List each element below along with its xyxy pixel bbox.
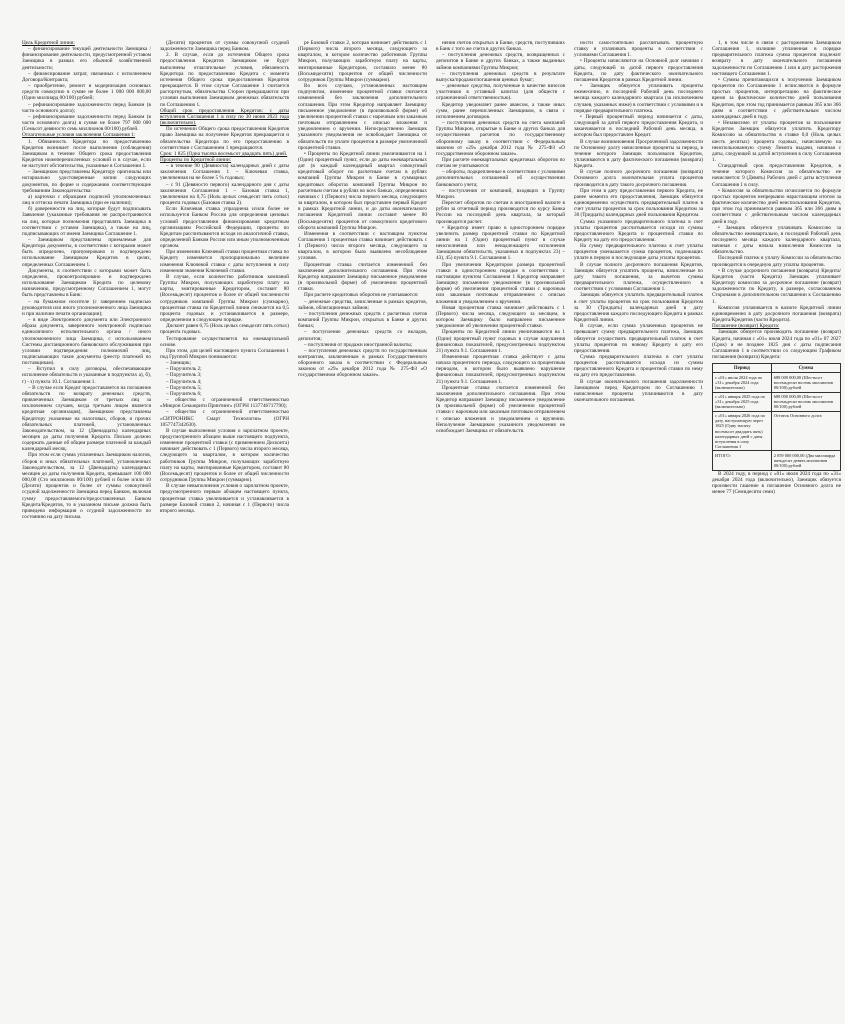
paragraph: – общество с ограниченной ответственностью «Микрон Секьюрити Принтинг» (ОГРН 1137746717790); xyxy=(160,397,289,410)
paragraph: Процентная ставка считается измененной без заключения дополнительного соглашения. При этом Кредитор направляет Заемщику письменное уведомление (в произвольной форме) об увеличении процентной ставки. xyxy=(298,261,427,293)
paragraph: – поступления от продажи иностранной валюты; xyxy=(304,341,413,348)
paragraph: Заемщик обязуется производить погашение (возврат) Кредита, начиная с «01» июля 2024 года по «01» 07 2027 (Срок) и не позднее 1825 дня с даты подписания Соглашения 1 в соответствии со следующим Графиком погашения (возврата) Кредита: xyxy=(712,329,841,360)
paragraph: – Поручитель 3; xyxy=(166,372,202,379)
paragraph: – приобретение, ремонт и модернизация основных средств совокупно в сумме не более 1 000 000 000,00 (Один миллиард 00/100) рублей; xyxy=(22,83,151,102)
paragraph: – Заемщик; xyxy=(166,360,192,367)
paragraph: При увеличении Кредитором размера процентной ставки в одностороннем порядке в соответствии с настоящим пунктом Соглашения 1 Кредитор направляет Заемщику письменное уведомление (в произвольной форме) об увеличении процентной ставки с нарочным или заказным почтовым отправлением с описью вложения и уведомлением о вручении. xyxy=(436,261,565,305)
paragraph: а) карточки с образцами подписей уполномоченных лиц и оттиска печати Заемщика (при ее наличии); xyxy=(22,193,151,207)
period-cell: ИТОГО: xyxy=(713,451,772,470)
paragraph: Погашение (возврат) Кредита: xyxy=(712,323,780,330)
paragraph: – Поручитель 4; xyxy=(166,378,202,385)
paragraph: В случае возникновения Просроченной задолженности по Основному долгу начисленные проценты за период, в течение которого Заемщик пользовался Кредитом, уплачиваются в дату фактического погашения (возврата) Кредита. xyxy=(574,138,703,170)
paragraph: • Заемщик обязуется уплачивать Комиссию за обязательство ежеквартально, в последний Рабочий день последнего месяца каждого календарного квартала, начиная с даты начала начисления Комиссии за обязательство. xyxy=(712,224,841,256)
paragraph: Пересчет оборотов по счетам в иностранной валюте в рубли за отчетный период производится по курсу Банка России на последний день квартала, за который производится расчет. xyxy=(436,200,565,225)
paragraph: – с 91 (Девяносто первого) календарного дня с даты заключения Соглашения 1 – Базовая ставка 1, увеличенная на 0,75 (Ноль целых семьдесят пять сотых) процента годовых (Базовая ставка 2). xyxy=(160,181,289,207)
paragraph: 1, в том числе в связи с расторжением Заемщиком Соглашения 1, излишне уплаченная в порядке предварительного платежа сумма процентов подлежит возврату в дату окончательного погашения задолженности по Соглашению 1 или в дату расторжения настоящего Соглашения 1. xyxy=(712,40,841,77)
paragraph: – поступления от компаний, входящих в Группу Микрон. xyxy=(436,187,565,200)
paragraph: На сумму предварительного платежа в счет уплаты процентов уменьшается сумма процентов, подлежащих уплате в первую и последующие даты уплаты процентов. xyxy=(574,243,703,262)
repayment-schedule-table xyxy=(712,363,841,471)
text-column-2 xyxy=(160,40,289,1016)
paragraph: – поступления денежных средств на счета компаний Группы Микрон, открытые в Банке и других банках для осуществления расчетов по государственному оборонному заказу в соответствии с Федеральным законом от «29» декабря 2012 года № 275-ФЗ «О государственном оборонном заказе». xyxy=(436,120,565,157)
paragraph: – финансирование затрат, связанных с исполнением Договора/Контракта; xyxy=(22,70,151,83)
amount-cell: 688 000 000,00 (Шестьсот восемьдесят восемь миллионов 00/100) рублей xyxy=(771,392,840,411)
paragraph: Изменения в соответствии с настоящим пунктом Соглашения 1 процентная ставка начинает действовать с 1 (Первого) числа второго месяца, следующего за кварталом, в котором было выявлено несоблюдение условия. xyxy=(298,230,427,262)
paragraph: – поступление денежных средств со вкладов, депозитов; xyxy=(298,329,427,342)
paragraph: – в течение 90 (Девяноста) календарных дней с даты заключения Соглашения 1 – Ключевая ставка, увеличенная на не более 5 % годовых; xyxy=(160,163,289,182)
paragraph: – поступления денежных средств с расчетных счетов компаний Группы Микрон, открытых в Банке и других банках; xyxy=(298,310,427,330)
header-amount: Сумма xyxy=(771,364,840,373)
paragraph: • Заемщик обязуется уплачивать проценты ежемесячно, в последний Рабочий день последнего месяца каждого календарного квартала (за исключением случаев, указанных ниже) в соответствии с условиями и в порядке предварительного платежа. xyxy=(574,83,703,114)
paragraph: – В случае если Кредит предоставляется на погашение обязательств по возврату денежных средств, привлеченных Заемщиком от третьих лиц за исключением случаев, когда третьим лицом является кредитная организация), Заемщиком представлены Кредитору указанные на налоговых, сборов, и прочих обязательных платежей, установленных Законодательством, за 12 (Двенадцать) календарных месяцев до даты получения Кредита. Письмо должно содержать данные об общем размере платежей за каждый календарный месяц. xyxy=(22,384,151,453)
paragraph: – денежные средства, зачисленные в рамках кредитов, займов, облигационных займов; xyxy=(298,298,427,311)
paragraph: Тестирование осуществляется на ежеквартальной основе. xyxy=(160,335,289,348)
paragraph: В 2024 году, в период с «01» июля 2024 года по «31» декабря 2024 года (включительно), Заемщик обязуется произвести гашение в погашение Основного долга не менее 77 (Семидесяти семи) xyxy=(712,470,841,496)
paragraph: При расчете кредитовых оборотов не учитываются: xyxy=(304,292,419,299)
paragraph: • Проценты начисляются на Основной долг начиная с даты, следующей за датой первого предоставления Кредита, по дату фактического окончательного погашения Кредитов в рамках Кредитной линии. xyxy=(574,58,703,83)
paragraph: – на бумажном носителе (с заверением надписью руководителя или иного уполномоченного лица Заемщика и при наличии печати организации); xyxy=(22,298,151,317)
paragraph: – рефинансирование задолженности перед Банком (в части основного долга); xyxy=(22,101,151,114)
paragraph: • Независимо от уплаты процентов за пользование Кредитом Заемщик обязуется уплатить Кредитору Комиссию за обязательство в ставке 0,0 (Ноль целых шесть десятых) процента годовых, начисляемую на неиспользованную сумму Лимита выдачи, начиная с даты, следующей за датой вступления в силу Соглашения 1. xyxy=(712,120,841,163)
paragraph: Заемщик обязуется уплатить предварительный платеж в счет уплаты процентов на срок пользования Кредитом за 30 (Тридцать) календарных дней в дату предоставления каждого последующего Кредита в рамках Кредитной линии. xyxy=(574,292,703,324)
paragraph: – обороты, подкрепленные в соответствии с условиями дополнительных соглашений об осуществлении банковского учета; xyxy=(436,169,565,188)
paragraph: В случае полного досрочного погашения (возврата) Основного долга окончательная уплата процентов производится в дату такого досрочного погашения. xyxy=(574,169,703,188)
paragraph: 1. Обязанность Кредитора по предоставлению Кредитов возникает после выполнения (соблюдения) Заемщиком в течение Общего срока предоставления Кредитов нижеперечисленных условий и в случае, если не наступит обстоятельства, указанные в Соглашении 1. xyxy=(22,138,151,170)
paragraph: При этом, для целей настоящего пункта Соглашения 1 под Группой Микрон понимаются: xyxy=(160,347,289,360)
paragraph: – Поручитель 5; xyxy=(166,384,202,391)
paragraph: Кредитор уведомляет ранее авансом, а также иных сумм, ранее перечисленных Заемщиком, в связи с исполнением договоров. xyxy=(436,101,565,120)
table-row xyxy=(713,451,841,470)
table-header-row xyxy=(713,364,841,373)
paragraph: Процентная ставка считается измененной без заключения дополнительного соглашения. При этом Кредитор направляет Заемщику письменное уведомление (в произвольной форме) об увеличении процентной ставки с нарочным или заказным почтовым отправлением с описью вложения и уведомлением о вручении. Неполучение Заемщиком указанного уведомления не освобождает Заемщика от обязательств. xyxy=(436,384,565,434)
paragraph: • Первый процентный период начинается с даты, следующей за датой первого предоставления Кредита, и заканчивается в последний Рабочий день месяца, в котором был предоставлен Кредит. xyxy=(574,113,703,139)
paragraph: При этом в дату предоставления первого Кредита, не ранее момента его предоставления, Заемщик обязуется единовременно осуществить предварительный платеж в счет уплаты процентов за срок пользования Кредитом за 30 (Тридцать) календарных дней пользования Кредитом. xyxy=(574,187,703,219)
paragraph: – в виде Электронного документа или Электронного образа документа, заверенного электронной подписью единоличного исполнительного органа / иного уполномоченного лица Заемщика, с использованием Системы дистанционного банковского обслуживания при условии подтверждения полномочий лиц, подписывающих такие документы (реестр платежей по поставщикам). xyxy=(22,317,151,367)
paragraph: По истечении Общего срока предоставления Кредитов право Заемщика на получение Кредитов прекращается и обязательства Кредитора по его предоставлению в соответствии с Соглашением 1 прекращаются. xyxy=(160,126,289,151)
paragraph: – Заемщиком представлены Кредитору оригиналы или нотариально удостоверенные копии следующих документов, по форме и содержанию соответствующие требованиям Законодательства: xyxy=(22,169,151,194)
paragraph: • Суммы причитающихся к получению Заемщиком процентов по Соглашению 1 исчисляются в формуле простых процентов, интерпретацию на фактическое время за фактическое количество дней пользования Кредитом, при этом год принимается равным 365 или 366 дням в соответствии с действительным числом календарных дней в году. xyxy=(712,76,841,120)
paragraph: нения счетов открытых в Банке, средств, поступивших в Банк с того же счета в других банках. xyxy=(436,40,565,53)
paragraph: В случае, если количество работников компаний Группы Микрон, получающих заработную плату на карты, эмитированные Кредитором, составит 80 (Восемьдесят) процентов и более от общей численности сотрудников компаний Группы Микрон (суммарно), процентная ставка по Кредитной линии снижается на 0,5 процента годовых и устанавливается в размере, определенном в следующем порядке. xyxy=(160,273,289,324)
paragraph: – Вступил в силу договоры, обеспечивающие исполнение обязательств и указанные в подпунктах а), б), г) - з) пункта 10.1. Соглашения 1. xyxy=(22,366,151,385)
paragraph: ре Базовой ставки 2, которая начинает действовать с 1 (Первого) числа второго месяца, следующего за кварталом, в котором количество работников Группы Микрон, получающих заработную плату на карты, эмитированные Кредитором, составило менее 80 (Восьмидесяти) процентов от общей численности сотрудников Группы Микрон (суммарно). xyxy=(298,40,427,83)
paragraph: Сумма предварительного платежа в счет уплаты процентов рассчитывается исходя из суммы предоставленного Кредита и процентной ставки по нему на дату его предоставления. xyxy=(574,353,703,379)
table-row xyxy=(713,373,841,392)
amount-cell: 2 059 000 000,00 (Два миллиарда пятьдесят девять миллионов 00/100) рублей xyxy=(771,451,840,470)
paragraph: Если Ключевая ставка упразднена и/или более не используется Банком России для определения ценовых условий предоставления финансирования кредитным организациям Российской Федерации, проценты по Кредитам рассчитываются исходя из аналогичной ставки, определенной Банком России или иным уполномоченным органом. xyxy=(160,206,289,250)
period-cell: с «01» января 2025 года по «31» декабря 2025 года (включительно) xyxy=(713,392,772,411)
paragraph: Сумма указанного предварительного платежа в счет уплаты процентов рассчитывается исходя из суммы предоставленного Кредита и процентной ставки по Кредиту на дату его предоставления. xyxy=(574,218,703,243)
paragraph: – Поручитель 6; xyxy=(166,390,202,397)
paragraph: • В случае досрочного погашения (возврата) Кредита/Кредитов (части Кредита) Заемщик уплачивает Кредитору комиссию за досрочное погашение (возврат) задолженности по Кредиту, в размере, согласованном Сторонами в дополнительном соглашении к Соглашению 1. xyxy=(712,267,841,305)
paragraph: – поступления денежных средств в результате выпуска/продажи/погашения ценных бумаг; xyxy=(436,70,565,83)
period-cell: с «01» января 2026 года по дату, наступающую через 1825 (Одну тысячу восемьсот двадцать пять) календарных дней с даты вступления в силу Соглашения 1 xyxy=(713,411,772,451)
paragraph: В случае выполнения условия о зарплатном проекте, предусмотренного абзацем выше настоящего подпункта, изменение процентной ставки (с применением Дисконта) начинает действовать с 1 (Первого) числа второго месяца, следующего за кварталом, в котором количество работников Группы Микрон, получающих заработную плату на карты, эмитированные Кредитором, составит 80 (Восемьдесят) процентов и более от общей численности сотрудников Группы Микрон (суммарно). xyxy=(160,427,289,484)
paragraph: – Поручитель 2; xyxy=(166,366,202,373)
paragraph: Измененная процентная ставка действует с даты начала процентного периода, следующего за процентным периодом, в котором было выявлено нарушение финансовых показателей, предусмотренных подпунктом 21) пункта 9.1. Соглашения 1. xyxy=(436,353,565,385)
paragraph: • Кредитор имеет право в одностороннем порядке увеличить размер процентной ставки по Кредитной линии на 1 (Один) процентный пункт в случае неисполнения или ненадлежащего исполнения Заемщиком обязательств, указанных в подпунктах 23) – 43), 45) пункта 9.1. Соглашения 1. xyxy=(436,224,565,262)
paragraph: Отлагательные условия заключения Соглашения 1: xyxy=(22,132,136,139)
period-cell: с «01» июля 2024 года по «31» декабря 2024 года (включительно) xyxy=(713,373,772,392)
amount-cell: Остаток Основного долга xyxy=(771,411,840,451)
paragraph: – Заемщиком представлены приемлемые для Кредитора документы, в соответствии с которыми может быть определено, пронумеровано и подтверждено использование Заемщиком Кредитов в целях, определенных Соглашением 1. xyxy=(22,237,151,268)
amount-cell: 688 000 000,00 (Шестьсот восемьдесят восемь миллионов 00/100) рублей xyxy=(771,373,840,392)
paragraph: – поступления денежных средств по государственным контрактам, заключенным в рамках Государственного оборонного заказа в соответствии с Федеральным законом от «29» декабря 2012 года № 275-ФЗ «О государственном оборонном заказе». xyxy=(298,347,427,379)
paragraph: – поступления денежных средств, возвращенных с депозитов в Банке и других банках, а также выданных займов компаниями Группы Микрон; xyxy=(436,52,565,71)
column-6-tail xyxy=(712,471,841,496)
paragraph: В случае, если сумма уплаченных процентов не превышает сумму предварительного платежа, Заемщик обязуется осуществить предварительный платеж в счет уплаты процентов по новому Кредиту в дату его предоставления. xyxy=(574,323,703,354)
table-row xyxy=(713,392,841,411)
paragraph: Срок: 1 825 (Одна тысяча восемьсот двадцать пять) дней. xyxy=(160,150,288,157)
paragraph: Стандартный срок предоставления Кредитов, в течение которого Комиссия за обязательство не начисляется: 9 (Девять) Рабочих дней с даты вступления Соглашения 1 в силу. xyxy=(712,163,841,188)
paragraph: Комиссия уплачивается в валюте Кредитной линии единовременно в дату досрочного погашения (возврата) Кредита/Кредитов (части Кредита). xyxy=(712,304,841,324)
paragraph: При расчете ежеквартальных кредитовых оборотов по счетам не учитываются: xyxy=(436,156,565,170)
paragraph: – общество с ограниченной ответственностью «СИТРОНИКС Смарт Технологии» (ОГРН 1057747342630). xyxy=(160,409,289,428)
text-column-5 xyxy=(574,40,703,1016)
header-period: Период xyxy=(713,364,772,373)
paragraph: При изменении Ключевой ставки процентная ставка по Кредиту изменяется пропорционально величине изменения Ключевой ставки с даты вступления в силу изменения значения Ключевой ставки. xyxy=(160,249,289,274)
paragraph: – финансирование текущей деятельности Заемщика / финансирование деятельности, предусмотренной уставом Заемщика в рамках его обычной хозяйственной деятельности; xyxy=(22,46,151,71)
table-row xyxy=(713,411,841,451)
paragraph: – рефинансирование задолженности перед Банком (в части основного долга) в сумме не более 797 000 000 (Семьсот девяносто семь миллионов 00/100) рублей. xyxy=(22,113,151,133)
paragraph: б) доверенности на лиц, которые будут подписывать Заявление (указанные требования не распространяются на лиц, которые полномочия представлять Заемщика в соответствии с уставом Заемщика), а также на лиц, подписывающих от имени Заемщика Соглашение 1. xyxy=(22,206,151,237)
paragraph: (Десяти) процентов от суммы совокупной ссудной задолженности Заемщика перед Банком. xyxy=(160,40,289,53)
paragraph: • Комиссия за обязательство исчисляется по формуле простых процентов непрерывно нарастающим итогом за фактическое количество дней неиспользования Кредитов, при этом год принимается равным 365 или 366 дням в соответствии с действительным числом календарных дней в году. xyxy=(712,187,841,225)
paragraph: Новая процентная ставка начинает действовать с 1 (Первого) числа месяца, следующего за месяцем, в котором Заемщику было направлено письменное уведомление об увеличении процентной ставки. xyxy=(436,304,565,330)
paragraph: В случае окончательного погашения задолженности Заемщиком перед Кредитором по Соглашению 1 начисленные проценты уплачиваются в дату окончательного погашения. xyxy=(574,378,703,404)
text-column-6 xyxy=(712,40,841,1016)
paragraph: – денежные средства, полученные в качестве взносов участников в уставный капитал (для обществ с ограниченной ответственностью). xyxy=(436,83,565,102)
text-column-4 xyxy=(436,40,565,1016)
text-column-3 xyxy=(298,40,427,1016)
paragraph: ности самостоятельно рассчитывать процентную ставку и уплачивать проценты в соответствии с условиями Соглашения 1. xyxy=(574,40,703,59)
paragraph: В случае полного досрочного погашения Кредитов, Заемщик обязуется уплатить проценты, начисленные по дату такого погашения, за вычетом суммы предварительного платежа, осуществленного в соответствии с условиями Соглашения 1. xyxy=(574,261,703,293)
paragraph: 2. В случае, если до истечения Общего срока предоставления Кредитов Заемщиком не будут выполнены отлагательные условия, обязанность Кредитора по предоставлению Кредита с момента истечения Общего срока предоставления Кредитов прекращается. В этом случае Соглашение 1 считается расторгнутым, обязательства Сторон прекращаются при условии выполнения Заемщиком денежных обязательств по Соглашению 1. xyxy=(160,52,289,108)
paragraph: При этом если сумма уплаченных Заемщиком налогов, сборов и иных обязательных платежей, установленных Законодательством, за 12 (Двенадцать) календарных месяцев до даты получения Кредита, превышает 100 000 000,00 (Сто миллионов 00/100) рублей и более и/или 10 (Десяти) процентов и более от суммы совокупной ссудной задолженности Заемщика перед Банком, включая сумму предоставляемого/предоставленных Банком Кредита/Кредитов, то в указанном письме должна быть приведена информация о ссудной задолженности по состоянию на дату письма. xyxy=(22,452,151,521)
paragraph: Во всех случаях, установленных настоящим подпунктом, изменение процентной ставки считается измененной без заключения дополнительного соглашения. При этом Кредитор направляет Заемщику письменное уведомление (в произвольной форме) об увеличении процентной ставки с нарочным или заказным почтовым отправлением с описью вложения и уведомлением о вручении. Непосредственно Заемщик указанного уведомления не освобождает Заемщика от обязательств по уплате процентов в размере увеличенной процентной ставки. xyxy=(298,83,427,151)
paragraph: Общий срок предоставления Кредитов: с даты вступления Соглашения 1 в силу по 30 июня 2023 года (включительно). xyxy=(160,107,289,127)
paragraph: Дисконт равен 0,75 (Ноль целых семьдесят пять сотых) процента годовых. xyxy=(160,323,289,336)
paragraph: Цель Кредитной линии: xyxy=(22,40,75,46)
paragraph: Последний платеж в уплату Комиссии за обязательство производится в очередную дату уплаты процентов. xyxy=(712,255,841,268)
column-6-body xyxy=(712,40,841,360)
paragraph: Документы, в соответствии с которыми может быть определено, проконтролировано и подтверждено использование Заемщиком Кредита по целевому назначению, предусмотренному Соглашением 1, могут быть представлены в Банк: xyxy=(22,267,151,299)
paragraph: Проценты по Кредитной линии увеличиваются на 1 (Один) процентный пункт годовых в случае нарушения финансовых показателей, предусмотренных подпунктом 21) пункта 9.1. Соглашения 1. xyxy=(436,329,565,354)
paragraph: Проценты по Кредитной линии: xyxy=(160,156,232,163)
paragraph: • Проценты по Кредитной линии увеличиваются на 1 (Один) процентный пункт, если до даты ежеквартальных дат (в каждый календарный квартал совокупный кредитовый оборот по расчетным счетам в рублях компаний Группы Микрон в Банке в суммарных кредитовых оборотах компаний Группы Микрон по расчетным счетам в рублях во всех банках, определенных начиная с 1 (Первого) числа первого месяца, следующего за кварталом, в котором был представлен первый Кредит в рамках Кредитной линии, и до даты окончательного погашения Кредитной линии составит менее 80 (Восьмидесяти) процентов от совокупного кредитового оборота компаний Группы Микрон. xyxy=(298,150,427,231)
text-column-1 xyxy=(22,40,151,1016)
paragraph: В случае невыполнения условия о зарплатном проекте, предусмотренного первым абзацем настоящего пункта, процентная ставка увеличивается и устанавливается в размере Базовой ставки 2, начиная с 1 (Первого) числа второго месяца. xyxy=(160,483,289,514)
